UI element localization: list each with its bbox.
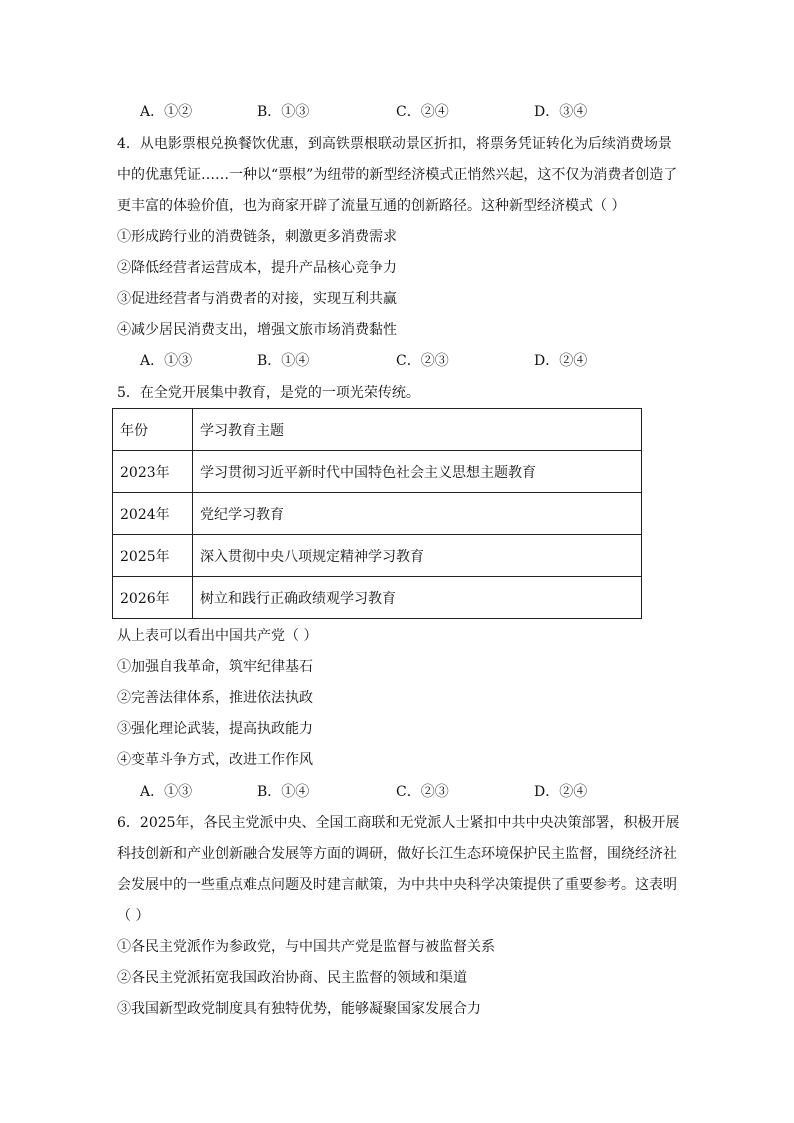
- q5-option-b[interactable]: B．①④: [257, 784, 310, 800]
- table-cell-year: 2024年: [113, 493, 193, 535]
- q4-item-3: ③促进经营者与消费者的对接，实现互利共赢: [117, 291, 397, 307]
- q5-option-c[interactable]: C．②③: [396, 784, 449, 800]
- q4-item-1: ①形成跨行业的消费链条，刺激更多消费需求: [117, 229, 397, 245]
- q4-item-2: ②降低经营者运营成本，提升产品核心竞争力: [117, 260, 397, 276]
- q6-stem-line-1: 6．2025年，各民主党派中央、全国工商联和无党派人士紧扣中共中央决策部署，积极开展: [117, 815, 680, 831]
- table-header-year: 年份: [113, 409, 193, 451]
- q4-item-4: ④减少居民消费支出，增强文旅市场消费黏性: [117, 322, 397, 338]
- q5-item-4: ④变革斗争方式，改进工作作风: [117, 752, 313, 768]
- q6-stem-line-3: 会发展中的一些重点难点问题及时建言献策，为中共中央科学决策提供了重要参考。这表明: [117, 877, 677, 893]
- q4-stem-line-2: 中的优惠凭证……一种以“票根”为纽带的新型经济模式正悄然兴起，这不仅为消费者创造了: [117, 167, 678, 183]
- table-cell-theme: 树立和践行正确政绩观学习教育: [193, 577, 642, 619]
- q5-option-d[interactable]: D．②④: [534, 784, 588, 800]
- q3-option-c[interactable]: C．②④: [396, 104, 449, 120]
- q3-option-d[interactable]: D．③④: [534, 104, 588, 120]
- q4-stem-line-1: 4．从电影票根兑换餐饮优惠，到高铁票根联动景区折扣，将票务凭证转化为后续消费场景: [117, 136, 672, 152]
- table-cell-theme: 深入贯彻中央八项规定精神学习教育: [193, 535, 642, 577]
- q3-option-a[interactable]: A．①②: [140, 104, 193, 120]
- education-table: [112, 408, 642, 619]
- table-header-theme: 学习教育主题: [193, 409, 642, 451]
- table-row: [113, 535, 642, 577]
- q5-item-3: ③强化理论武装，提高执政能力: [117, 721, 313, 737]
- q4-option-d[interactable]: D．②④: [534, 353, 588, 369]
- table-cell-theme: 党纪学习教育: [193, 493, 642, 535]
- table-cell-theme: 学习贯彻习近平新时代中国特色社会主义思想主题教育: [193, 451, 642, 493]
- table-header-row: [113, 409, 642, 451]
- table-cell-year: 2023年: [113, 451, 193, 493]
- q6-item-1: ①各民主党派作为参政党，与中国共产党是监督与被监督关系: [117, 939, 495, 955]
- table-cell-year: 2025年: [113, 535, 193, 577]
- q6-stem-line-4: （ ）: [117, 908, 150, 924]
- q4-option-a[interactable]: A．①③: [140, 353, 193, 369]
- q3-option-b[interactable]: B．①③: [257, 104, 310, 120]
- q5-item-1: ①加强自我革命，筑牢纪律基石: [117, 659, 313, 675]
- q6-stem-line-2: 科技创新和产业创新融合发展等方面的调研，做好长江生态环境保护民主监督，围绕经济社: [117, 846, 677, 862]
- table-row: [113, 577, 642, 619]
- q5-item-2: ②完善法律体系，推进依法执政: [117, 690, 313, 706]
- table-cell-year: 2026年: [113, 577, 193, 619]
- q5-stem: 5．在全党开展集中教育，是党的一项光荣传统。: [117, 385, 420, 401]
- q4-option-b[interactable]: B．①④: [257, 353, 310, 369]
- q4-stem-line-3: 更丰富的体验价值，也为商家开辟了流量互通的创新路径。这种新型经济模式（ ）: [117, 198, 626, 214]
- q6-item-3: ③我国新型政党制度具有独特优势，能够凝聚国家发展合力: [117, 1001, 481, 1017]
- q5-question: 从上表可以看出中国共产党（ ）: [117, 628, 318, 644]
- q5-option-a[interactable]: A．①③: [140, 784, 193, 800]
- q6-item-2: ②各民主党派拓宽我国政治协商、民主监督的领域和渠道: [117, 970, 467, 986]
- table-row: [113, 451, 642, 493]
- table-row: [113, 493, 642, 535]
- q4-option-c[interactable]: C．②③: [396, 353, 449, 369]
